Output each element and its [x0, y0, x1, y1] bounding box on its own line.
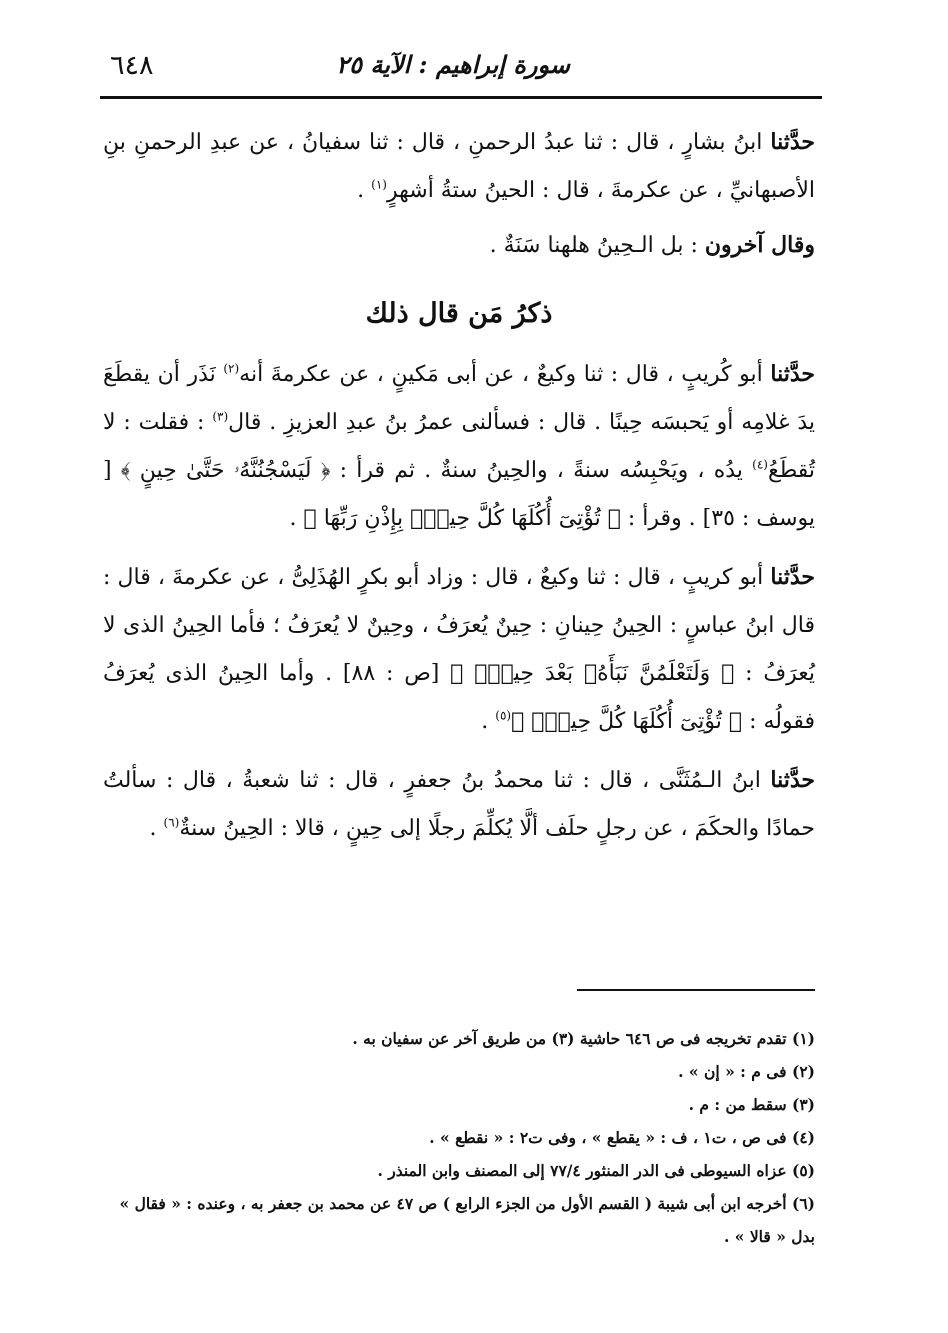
- footnote-4: (٤) فى ص ، ت١ ، ف : « يقطع » ، وفى ت٢ : « نقطع » .: [429, 1128, 815, 1147]
- running-title: سورة إبراهيم : الآية ٢٥: [336, 50, 570, 79]
- paragraph-2: [103, 221, 815, 270]
- paragraph-text: : بل الـحِينُ هلهنا سَنَةٌ .: [489, 233, 705, 258]
- footnote-marker: (٦): [163, 815, 180, 830]
- paragraph-text: ابنُ الـمُثَنَّى ، قال : ثنا محمدُ بنُ جعفرٍ ، قال : ثنا شعبةُ ، قال : سألتُ حمادًا والحكَمَ ، عن رجلٍ حلَف ألَّا يُكلِّمَ رجلًا إلى حِينٍ ، قالا : الحِينُ سنةٌ: [103, 768, 815, 841]
- paragraph-1: [103, 118, 815, 215]
- paragraph-lead: حدَّثنا: [770, 129, 815, 155]
- paragraph-text: ابنُ بشارٍ ، قال : ثنا عبدُ الرحمنِ ، قال : ثنا سفيانُ ، عن عبدِ الرحمنِ بنِ الأصبهانيِّ ، عن عكرمةَ ، قال : الحينُ ستةُ أشهرٍ: [103, 130, 815, 203]
- main-text: [103, 118, 815, 863]
- footnote-marker: (٣): [212, 409, 229, 424]
- paragraph-text: أبو كُريبٍ ، قال : ثنا وكيعٌ ، عن أبى مَكينٍ ، عن عكرمةَ أنه: [239, 362, 771, 387]
- footnote-separator: [577, 989, 815, 991]
- section-heading: ذكرُ مَن قال ذلك: [365, 298, 553, 329]
- paragraph-4: [103, 553, 815, 746]
- paragraph-text: يدُه ، ويَحْبِسُه سنةً ، والحِينُ سنةٌ . ثم قرأ : ﴿ لَيَسْجُنُنَّهُۥ حَتَّىٰ حِينٍ ﴾ [ يوسف : ٣٥] . وقرأ : ﴿ تُؤْتِىٓ أُكُلَهَا كُلَّ حِينٍۭ بِإِذْنِ رَبِّهَا ﴾ .: [103, 458, 815, 531]
- paragraph-text: أبو كريبٍ ، قال : ثنا وكيعٌ ، قال : وزاد أبو بكرٍ الهُذَلِىُّ ، عن عكرمةَ ، قال : قال ابنُ عباسٍ : الحِينُ حِينانِ : حِينٌ يُعرَفُ ، وحِينٌ لا يُعرَفُ ؛ فأما الحِينُ الذى لا يُعرَفُ : ﴿ وَلَتَعْلَمُنَّ نَبَأَهُۥ بَعْدَ حِينٍۭ ﴾ [ص : ٨٨] . وأما الحِينُ الذى يُعرَفُ فقولُه : ﴿ تُؤْتِىٓ أُكُلَهَا كُلَّ حِينٍۭ ﴾: [103, 565, 815, 734]
- paragraph-lead: حدَّثنا: [770, 564, 815, 590]
- paragraph-end: .: [357, 178, 372, 203]
- paragraph-lead: وقال آخرون: [704, 232, 815, 258]
- footnote-marker: (٤): [752, 457, 768, 472]
- footnote-marker: (١): [371, 177, 387, 192]
- paragraph-end: .: [149, 816, 164, 841]
- paragraph-end: .: [481, 709, 496, 734]
- paragraph-lead: حدَّثنا: [770, 767, 815, 793]
- footnote-6: (٦) أخرجه ابن أبى شيبة ( القسم الأول من الجزء الرابع ) ص ٤٧ عن محمد بن جعفر به ، وعنده : « فقال » بدل « قالا » .: [119, 1194, 815, 1246]
- footnote-3: (٣) سقط من : م .: [688, 1095, 815, 1114]
- footnote-2: (٢) فى م : « إن » .: [678, 1062, 815, 1081]
- footnotes: [103, 1022, 815, 1253]
- paragraph-text: : فقلت : لا تُقطَعُ: [103, 410, 815, 483]
- page-number: ٦٤٨: [110, 50, 154, 81]
- footnote-1: (١) تقدم تخريجه فى ص ٦٤٦ حاشية (٣) من طريق آخر عن سفيان به .: [352, 1029, 815, 1048]
- paragraph-text: نَذَر أن يقطَعَ يدَ غلامِه أو يَحبسَه حِينًا . قال : فسألنى عمرُ بنُ عبدِ العزيزِ . قال: [103, 362, 815, 435]
- footnote-marker: (٢): [223, 361, 240, 376]
- paragraph-3: [103, 350, 815, 543]
- page-header: [100, 40, 822, 99]
- paragraph-5: [103, 756, 815, 853]
- footnote-marker: (٥): [495, 708, 512, 723]
- paragraph-lead: حدَّثنا: [770, 361, 815, 387]
- footnote-5: (٥) عزاه السيوطى فى الدر المنثور ٧٧/٤ إلى المصنف وابن المنذر .: [377, 1161, 815, 1180]
